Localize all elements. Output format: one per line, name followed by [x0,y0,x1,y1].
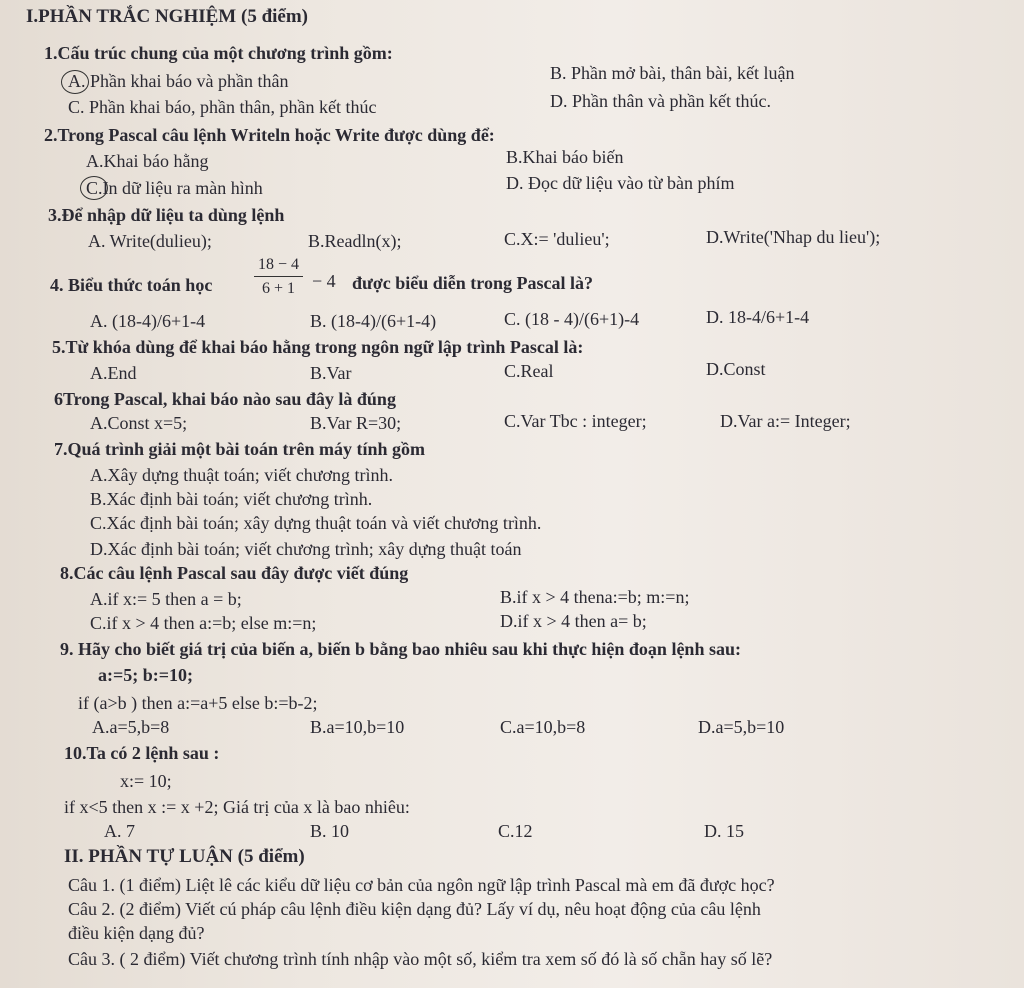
section1-title: I.PHẦN TRẮC NGHIỆM (5 điểm) [26,6,309,27]
q7-option-a: A.Xây dựng thuật toán; viết chương trình. [90,465,393,485]
q5-option-b: B.Var [310,363,352,383]
q1-option-a: A. Phần khai báo và phần thân [68,71,289,91]
q1-option-d: D. Phần thân và phần kết thúc. [550,91,771,111]
question-6: 6Trong Pascal, khai báo nào sau đây là đúng [54,389,396,409]
q8-option-a: A.if x:= 5 then a = b; [90,589,242,609]
q10-option-a: A. 7 [104,821,135,841]
section2-title: II. PHẦN TỰ LUẬN (5 điểm) [64,846,305,867]
q4-option-c: C. (18 - 4)/(6+1)-4 [504,309,640,329]
question-10: 10.Ta có 2 lệnh sau : [64,743,220,763]
q10-code-line-2: if x<5 then x := x +2; Giá trị của x là bao nhiêu: [64,797,410,817]
q4-option-a: A. (18-4)/6+1-4 [90,311,206,331]
math-fraction [254,256,303,298]
question-2: 2.Trong Pascal câu lệnh Writeln hoặc Write được dùng để: [44,125,495,145]
q6-option-a: A.Const x=5; [90,413,188,433]
q10-code-line-1: x:= 10; [120,771,172,791]
essay-question-3: Câu 3. ( 2 điểm) Viết chương trình tính nhập vào một số, kiểm tra xem số đó là số chẵn hay số lẽ? [68,949,773,969]
q5-option-a: A.End [90,363,137,383]
q4-option-b: B. (18-4)/(6+1-4) [310,311,437,331]
q3-option-b: B.Readln(x); [308,231,402,251]
q7-option-c: C.Xác định bài toán; xây dựng thuật toán và viết chương trình. [90,513,542,533]
q3-option-d: D.Write('Nhap du lieu'); [706,227,881,247]
q6-option-d: D.Var a:= Integer; [720,411,851,431]
q3-option-c: C.X:= 'dulieu'; [504,229,610,249]
q8-option-d: D.if x > 4 then a= b; [500,611,647,631]
q5-option-d: D.Const [706,359,766,379]
fraction-numerator: 18 − 4 [254,256,303,277]
q10-option-b: B. 10 [310,821,350,841]
q9-option-b: B.a=10,b=10 [310,717,405,737]
q1-option-c: C. Phần khai báo, phần thân, phần kết thúc [68,97,377,117]
essay-question-1: Câu 1. (1 điểm) Liệt lê các kiểu dữ liệu cơ bản của ngôn ngữ lập trình Pascal mà em đã được học? [68,875,775,895]
question-3: 3.Để nhập dữ liệu ta dùng lệnh [48,205,285,225]
q9-code-line-1: a:=5; b:=10; [98,665,194,685]
q10-option-c: C.12 [498,821,533,841]
q6-option-c: C.Var Tbc : integer; [504,411,647,431]
q9-code-line-2: if (a>b ) then a:=a+5 else b:=b-2; [78,693,318,713]
question-5: 5.Từ khóa dùng để khai báo hằng trong ngôn ngữ lập trình Pascal là: [52,337,584,357]
q1-option-b: B. Phần mở bài, thân bài, kết luận [550,63,795,83]
q2-option-b: B.Khai báo biến [506,147,624,167]
essay-question-2-cont: điều kiện dạng đủ? [68,923,205,943]
q6-option-b: B.Var R=30; [310,413,402,433]
q3-option-a: A. Write(dulieu); [88,231,212,251]
q10-option-d: D. 15 [704,821,744,841]
q2-option-d: D. Đọc dữ liệu vào từ bàn phím [506,173,735,193]
q7-option-b: B.Xác định bài toán; viết chương trình. [90,489,373,509]
fraction-denominator: 6 + 1 [262,280,296,297]
question-1: 1.Cấu trúc chung của một chương trình gồm: [44,43,393,63]
q8-option-b: B.if x > 4 thena:=b; m:=n; [500,587,690,607]
q9-option-c: C.a=10,b=8 [500,717,586,737]
question-8: 8.Các câu lệnh Pascal sau đây được viết đúng [60,563,409,583]
question-9: 9. Hãy cho biết giá trị của biến a, biến b bằng bao nhiêu sau khi thực hiện đoạn lệnh sau: [60,639,741,659]
q4-option-d: D. 18-4/6+1-4 [706,307,810,327]
q2-option-a: A.Khai báo hằng [86,151,209,171]
q2-option-c: C.In dữ liệu ra màn hình [86,178,263,198]
q9-option-a: A.a=5,b=8 [92,717,170,737]
essay-question-2: Câu 2. (2 điểm) Viết cú pháp câu lệnh điều kiện dạng đủ? Lấy ví dụ, nêu hoạt động của câu lệnh [68,899,761,919]
q9-option-d: D.a=5,b=10 [698,717,785,737]
question-4-text: 4. Biểu thức toán học [50,275,213,295]
question-7: 7.Quá trình giải một bài toán trên máy tính gồm [54,439,426,459]
q7-option-d: D.Xác định bài toán; viết chương trình; xây dựng thuật toán [90,539,522,559]
question-4-rest: được biểu diễn trong Pascal là? [352,273,593,293]
q8-option-c: C.if x > 4 then a:=b; else m:=n; [90,613,317,633]
fraction-tail: − 4 [312,271,336,291]
q5-option-c: C.Real [504,361,554,381]
